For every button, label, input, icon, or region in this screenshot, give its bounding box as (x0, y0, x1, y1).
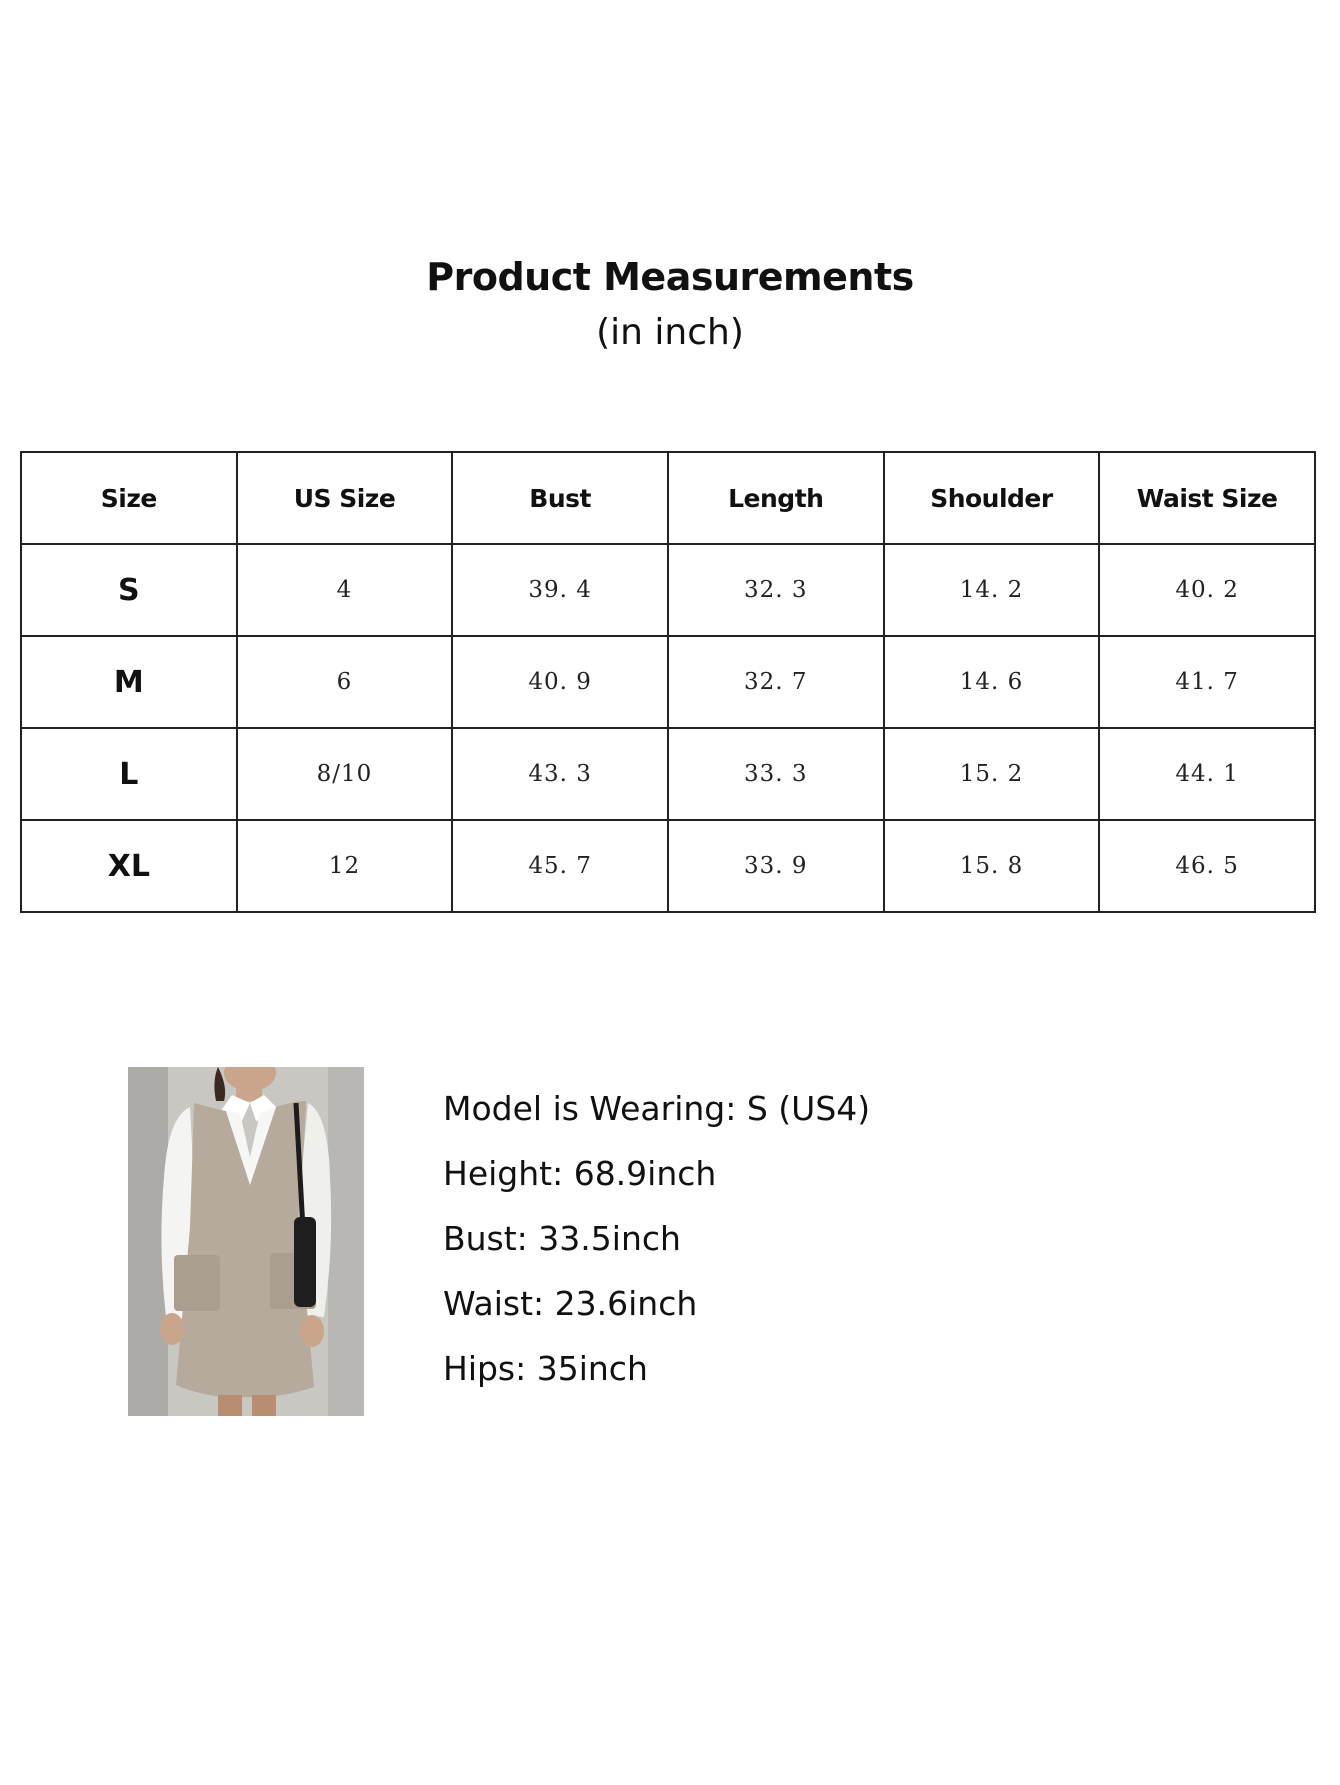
table-row (21, 544, 1315, 636)
cell-length: 32. 7 (668, 636, 884, 728)
table-row (21, 820, 1315, 912)
cell-shoulder: 15. 2 (884, 728, 1100, 820)
model-bust: Bust: 33.5inch (443, 1219, 681, 1258)
model-hips: Hips: 35inch (443, 1349, 648, 1388)
cell-length: 32. 3 (668, 544, 884, 636)
size-chart-table (20, 451, 1316, 913)
model-height: Height: 68.9inch (443, 1154, 717, 1193)
cell-size: S (21, 544, 237, 636)
cell-size: M (21, 636, 237, 728)
model-info (443, 1082, 870, 1407)
header-length: Length (668, 452, 884, 544)
model-photo (128, 1067, 364, 1416)
cell-bust: 45. 7 (452, 820, 668, 912)
cell-bust: 39. 4 (452, 544, 668, 636)
page-title: Product Measurements (426, 255, 914, 299)
header-size: Size (21, 452, 237, 544)
cell-us-size: 6 (237, 636, 453, 728)
table-header-row (21, 452, 1315, 544)
page-subtitle: (in inch) (596, 312, 744, 353)
cell-us-size: 12 (237, 820, 453, 912)
cell-shoulder: 14. 6 (884, 636, 1100, 728)
header-waist-size: Waist Size (1099, 452, 1315, 544)
table-row (21, 636, 1315, 728)
header-us-size: US Size (237, 452, 453, 544)
model-illustration-icon (128, 1067, 364, 1416)
table-row (21, 728, 1315, 820)
cell-waist: 41. 7 (1099, 636, 1315, 728)
cell-waist: 46. 5 (1099, 820, 1315, 912)
cell-waist: 40. 2 (1099, 544, 1315, 636)
cell-waist: 44. 1 (1099, 728, 1315, 820)
cell-length: 33. 9 (668, 820, 884, 912)
header-shoulder: Shoulder (884, 452, 1100, 544)
cell-size: L (21, 728, 237, 820)
cell-shoulder: 15. 8 (884, 820, 1100, 912)
cell-us-size: 4 (237, 544, 453, 636)
model-wearing-size: Model is Wearing: S (US4) (443, 1089, 871, 1128)
header-bust: Bust (452, 452, 668, 544)
cell-bust: 43. 3 (452, 728, 668, 820)
cell-bust: 40. 9 (452, 636, 668, 728)
cell-length: 33. 3 (668, 728, 884, 820)
cell-shoulder: 14. 2 (884, 544, 1100, 636)
cell-size: XL (21, 820, 237, 912)
cell-us-size: 8/10 (237, 728, 453, 820)
model-waist: Waist: 23.6inch (443, 1284, 698, 1323)
